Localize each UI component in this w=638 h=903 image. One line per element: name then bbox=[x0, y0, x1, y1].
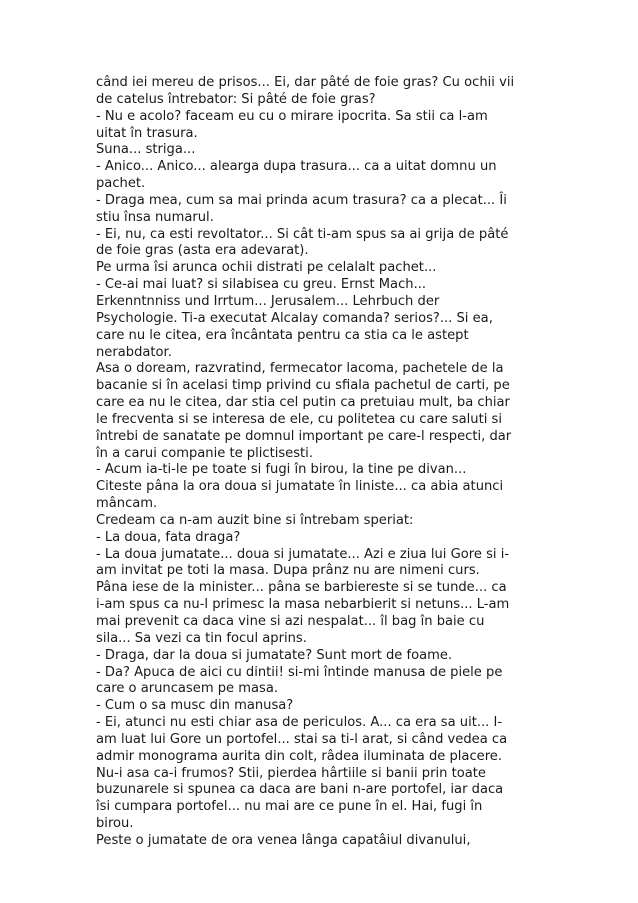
text-line: - Nu e acolo? faceam eu cu o mirare ipocrita. Sa stii ca l-am bbox=[96, 108, 488, 124]
text-line: admir monograma aurita din colt, râdea iluminata de placere. bbox=[96, 748, 503, 764]
text-line: - Ei, nu, ca esti revoltator... Si cât ti-am spus sa ai grija de pâté bbox=[96, 226, 509, 242]
text-line: - Ei, atunci nu esti chiar asa de periculos. A... ca era sa uit... I- bbox=[96, 715, 503, 731]
text-line: mai prevenit ca daca vine si azi nespalat... îl bag în baie cu bbox=[96, 614, 485, 629]
body-text bbox=[96, 75, 556, 850]
text-line: Asa o doream, razvratind, fermecator lacoma, pachetele de la bbox=[96, 361, 504, 377]
text-line: nerabdator. bbox=[96, 344, 172, 360]
text-line: - Draga mea, cum sa mai prinda acum trasura? ca a plecat... Îi bbox=[96, 192, 507, 208]
text-line: Nu-i asa ca-i frumos? Stii, pierdea hârtiile si banii prin toate bbox=[96, 765, 486, 781]
text-line: sila... Sa vezi ca tin focul aprins. bbox=[96, 630, 307, 646]
text-line: le frecventa si se interesa de ele, cu politetea cu care saluti si bbox=[96, 411, 502, 427]
text-line: - La doua, fata draga? bbox=[96, 529, 241, 545]
text-line: care ea nu le citea, dar stia cel putin ca pretuiau mult, ba chiar bbox=[96, 395, 510, 411]
text-line: Psychologie. Ti-a executat Alcalay comanda? serios?... Si ea, bbox=[96, 310, 493, 326]
text-line: bacanie si în acelasi timp privind cu sfiala pachetul de carti, pe bbox=[96, 378, 510, 394]
text-line: îsi cumpara portofel... nu mai are ce pune în el. Hai, fugi în bbox=[96, 799, 483, 815]
text-line: - Acum ia-ti-le pe toate si fugi în birou, la tine pe divan... bbox=[96, 462, 467, 478]
text-line: stiu însa numarul. bbox=[96, 209, 214, 225]
text-line: - Ce-ai mai luat? si silabisea cu greu. Ernst Mach... bbox=[96, 277, 427, 293]
text-line: - La doua jumatate... doua si jumatate... Azi e ziua lui Gore si i- bbox=[96, 546, 510, 562]
text-line: - Anico... Anico... alearga dupa trasura... ca a uitat domnu un bbox=[96, 159, 497, 175]
text-line: în a carui companie te plictisesti. bbox=[96, 445, 313, 461]
text-line: uitat în trasura. bbox=[96, 125, 198, 141]
text-line: mâncam. bbox=[96, 496, 158, 512]
text-line: - Draga, dar la doua si jumatate? Sunt mort de foame. bbox=[96, 647, 453, 663]
text-line: de catelus întrebator: Si pâté de foie gras? bbox=[96, 91, 376, 107]
text-line: - Da? Apuca de aici cu dintii! si-mi întinde manusa de piele pe bbox=[96, 664, 503, 680]
text-line: Citeste pâna la ora doua si jumatate în liniste... ca abia atunci bbox=[96, 479, 504, 495]
text-line: birou. bbox=[96, 816, 134, 832]
text-line: Erkenntnniss und Irrtum... Jerusalem... Lehrbuch der bbox=[96, 293, 440, 309]
text-line: de foie gras (asta era adevarat). bbox=[96, 243, 309, 259]
text-line: care nu le citea, era încântata pentru ca stia ca le astept bbox=[96, 327, 469, 343]
text-line: Pâna iese de la minister... pâna se barbiereste si se tunde... ca bbox=[96, 580, 507, 596]
text-line: am invitat pe toti la masa. Dupa prânz nu are nimeni curs. bbox=[96, 563, 480, 579]
text-line: Suna... striga... bbox=[96, 142, 196, 158]
text-line: întrebi de sanatate pe domnul important pe care-l respecti, dar bbox=[96, 428, 512, 444]
text-line: care o aruncasem pe masa. bbox=[96, 681, 279, 697]
text-line: buzunarele si spunea ca daca are bani n-are portofel, iar daca bbox=[96, 782, 504, 798]
text-line: i-am spus ca nu-l primesc la masa nebarbierit si netuns... L-am bbox=[96, 597, 510, 613]
text-line: Peste o jumatate de ora venea lânga capatâiul divanului, bbox=[96, 832, 471, 848]
text-line: - Cum o sa musc din manusa? bbox=[96, 698, 294, 714]
text-line: Pe urma îsi arunca ochii distrati pe celalalt pachet... bbox=[96, 260, 437, 276]
text-line: când iei mereu de prisos... Ei, dar pâté de foie gras? Cu ochii vii bbox=[96, 75, 515, 90]
text-line: pachet. bbox=[96, 176, 146, 192]
text-line: Credeam ca n-am auzit bine si întrebam speriat: bbox=[96, 512, 414, 528]
text-line: am luat lui Gore un portofel... stai sa ti-l arat, si când vedea ca bbox=[96, 731, 508, 747]
